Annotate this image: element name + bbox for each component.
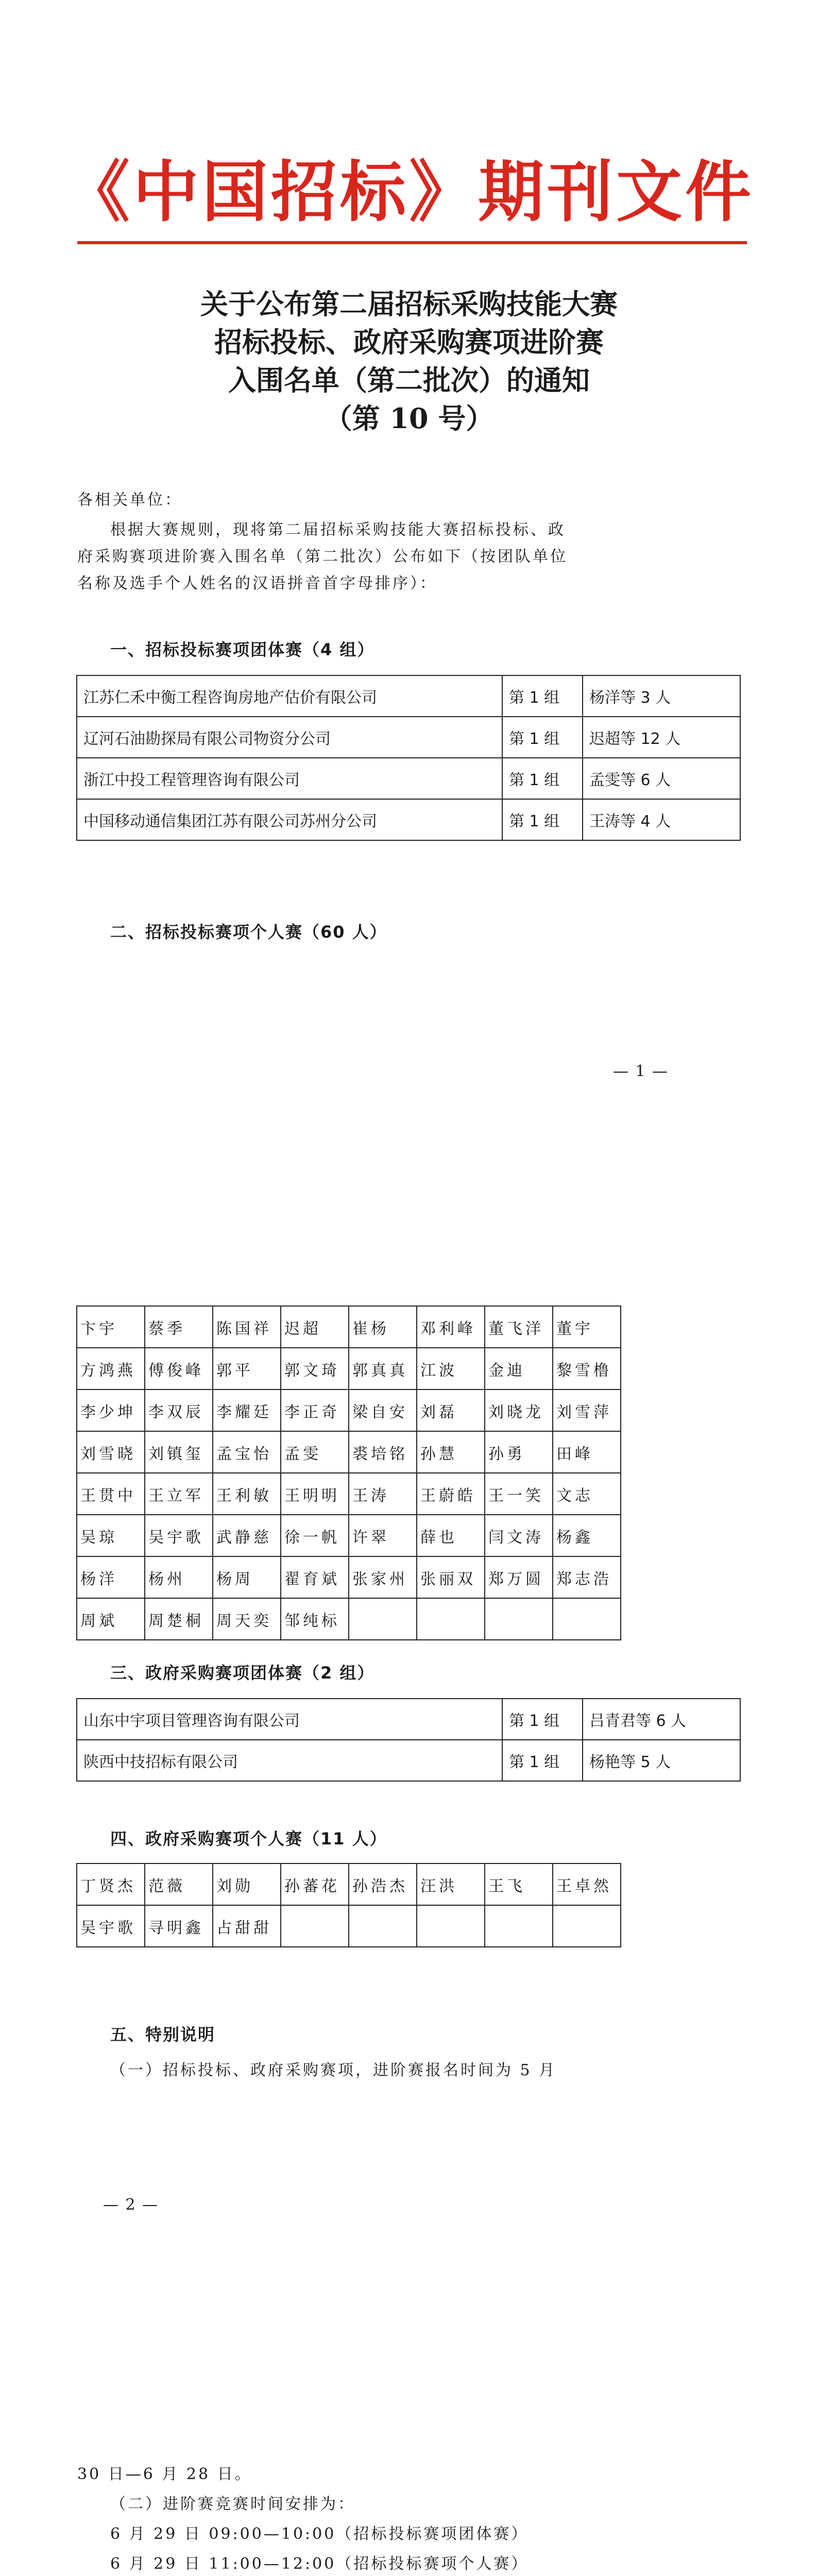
empty-cell <box>417 1598 485 1640</box>
participant-name: 张丽双 <box>417 1556 485 1598</box>
team-table-procurement <box>76 1698 741 1782</box>
participant-name: 吴宇歌 <box>77 1905 145 1947</box>
doc-title-line-2: 招标投标、政府采购赛项进阶赛 <box>214 326 604 359</box>
participant-name: 王明明 <box>281 1473 349 1515</box>
participant-name: 金迪 <box>485 1348 553 1389</box>
team-name: 浙江中投工程管理咨询有限公司 <box>77 758 502 799</box>
salutation: 各相关单位： <box>77 491 182 509</box>
table-row <box>77 717 740 758</box>
intro-line-1: 根据大赛规则，现将第二届招标采购技能大赛招标投标、政 <box>110 521 566 539</box>
participant-name: 吴琼 <box>77 1515 145 1556</box>
participant-name: 范薇 <box>145 1863 213 1905</box>
schedule-item: 6 月 29 日 11:00—12:00（招标投标赛项个人赛） <box>110 2555 529 2573</box>
participant-name: 文志 <box>553 1473 621 1515</box>
participant-name: 李正奇 <box>281 1389 349 1431</box>
team-name: 辽河石油勘探局有限公司物资分公司 <box>77 717 502 758</box>
empty-cell <box>349 1598 417 1640</box>
team-table-bidding <box>76 675 741 841</box>
empty-cell <box>417 1905 485 1947</box>
participant-name: 孟雯 <box>281 1431 349 1473</box>
participant-name: 武静慈 <box>213 1515 281 1556</box>
team-members: 孟雯等 6 人 <box>583 758 740 799</box>
participant-name: 卞宇 <box>77 1306 145 1348</box>
doc-title-line-3: 入围名单（第二批次）的通知 <box>228 364 590 397</box>
participant-name: 刘勋 <box>213 1863 281 1905</box>
participant-name: 周斌 <box>77 1598 145 1640</box>
team-members: 王涛等 4 人 <box>583 799 740 840</box>
team-name: 陕西中技招标有限公司 <box>77 1740 502 1781</box>
section-2-heading: 二、招标投标赛项个人赛（60 人） <box>110 922 387 942</box>
participant-name: 孙勇 <box>485 1431 553 1473</box>
participant-name: 傅俊峰 <box>145 1348 213 1389</box>
participant-name: 孙慧 <box>417 1431 485 1473</box>
participant-name: 郭真真 <box>349 1348 417 1389</box>
team-group: 第 1 组 <box>502 1740 583 1781</box>
masthead: 《中国招标》期刊文件 <box>63 154 754 231</box>
individual-table-bidding <box>76 1306 621 1640</box>
participant-name: 邹纯标 <box>281 1598 349 1640</box>
participant-name: 闫文涛 <box>485 1515 553 1556</box>
participant-name: 寻明鑫 <box>145 1905 213 1947</box>
participant-name: 郭平 <box>213 1348 281 1389</box>
individual-table-procurement <box>76 1863 621 1947</box>
participant-name: 王立军 <box>145 1473 213 1515</box>
participant-name: 郑万圆 <box>485 1556 553 1598</box>
page-number-2: — 2 — <box>103 2196 159 2214</box>
participant-name: 董飞洋 <box>485 1306 553 1348</box>
participant-name: 梁自安 <box>349 1389 417 1431</box>
page-number-1: — 1 — <box>613 1062 669 1080</box>
participant-name: 王一笑 <box>485 1473 553 1515</box>
participant-name: 孙蕃花 <box>281 1863 349 1905</box>
participant-name: 杨鑫 <box>553 1515 621 1556</box>
participant-name: 崔杨 <box>349 1306 417 1348</box>
participant-name: 郭文琦 <box>281 1348 349 1389</box>
participant-name: 蔡季 <box>145 1306 213 1348</box>
masthead-rule <box>77 241 747 244</box>
team-name: 江苏仁禾中衡工程咨询房地产估价有限公司 <box>77 675 502 717</box>
section-1-heading: 一、招标投标赛项团体赛（4 组） <box>110 640 375 659</box>
participant-name: 许翠 <box>349 1515 417 1556</box>
intro-line-2: 府采购赛项进阶赛入围名单（第二批次）公布如下（按团队单位 <box>77 548 568 566</box>
participant-name: 翟育斌 <box>281 1556 349 1598</box>
participant-name: 占甜甜 <box>213 1905 281 1947</box>
participant-name: 江波 <box>417 1348 485 1389</box>
participant-name: 迟超 <box>281 1306 349 1348</box>
table-row <box>77 1348 621 1389</box>
empty-cell <box>485 1598 553 1640</box>
participant-name: 王贯中 <box>77 1473 145 1515</box>
section-4-heading: 四、政府采购赛项个人赛（11 人） <box>110 1829 387 1849</box>
table-row <box>77 1905 621 1947</box>
doc-title-line-1: 关于公布第二届招标采购技能大赛 <box>200 287 618 320</box>
participant-name: 孟宝怡 <box>213 1431 281 1473</box>
table-row <box>77 1863 621 1905</box>
table-row <box>77 1515 621 1556</box>
participant-name: 薛也 <box>417 1515 485 1556</box>
participant-name: 刘雪晓 <box>77 1431 145 1473</box>
participant-name: 王涛 <box>349 1473 417 1515</box>
participant-name: 王飞 <box>485 1863 553 1905</box>
table-row <box>77 1473 621 1515</box>
team-members: 吕青君等 6 人 <box>583 1699 740 1740</box>
participant-name: 黎雪橹 <box>553 1348 621 1389</box>
team-members: 杨艳等 5 人 <box>583 1740 740 1781</box>
participant-name: 杨洋 <box>77 1556 145 1598</box>
participant-name: 刘晓龙 <box>485 1389 553 1431</box>
team-group: 第 1 组 <box>502 717 583 758</box>
table-row <box>77 1699 740 1740</box>
participant-name: 王利敏 <box>213 1473 281 1515</box>
participant-name: 王卓然 <box>553 1863 621 1905</box>
empty-cell <box>485 1905 553 1947</box>
note-1-line-2: 30 日—6 月 28 日。 <box>77 2465 252 2483</box>
participant-name: 孙浩杰 <box>349 1863 417 1905</box>
table-row <box>77 1598 621 1640</box>
participant-name: 刘磊 <box>417 1389 485 1431</box>
participant-name: 吴宇歌 <box>145 1515 213 1556</box>
participant-name: 陈国祥 <box>213 1306 281 1348</box>
participant-name: 王蔚皓 <box>417 1473 485 1515</box>
table-row <box>77 1389 621 1431</box>
participant-name: 刘镇玺 <box>145 1431 213 1473</box>
team-members: 迟超等 12 人 <box>583 717 740 758</box>
participant-name: 方鸿燕 <box>77 1348 145 1389</box>
table-row <box>77 1431 621 1473</box>
schedule-item: 6 月 29 日 09:00—10:00（招标投标赛项团体赛） <box>110 2525 529 2543</box>
empty-cell <box>349 1905 417 1947</box>
team-group: 第 1 组 <box>502 758 583 799</box>
team-members: 杨洋等 3 人 <box>583 675 740 717</box>
participant-name: 李双辰 <box>145 1389 213 1431</box>
table-row <box>77 758 740 799</box>
table-row <box>77 1740 740 1781</box>
empty-cell <box>281 1905 349 1947</box>
participant-name: 周楚桐 <box>145 1598 213 1640</box>
participant-name: 李耀廷 <box>213 1389 281 1431</box>
participant-name: 张家州 <box>349 1556 417 1598</box>
participant-name: 徐一帆 <box>281 1515 349 1556</box>
table-row <box>77 1306 621 1348</box>
participant-name: 周天奕 <box>213 1598 281 1640</box>
empty-cell <box>553 1598 621 1640</box>
intro-line-3: 名称及选手个人姓名的汉语拼音首字母排序）： <box>77 574 437 592</box>
table-row <box>77 1556 621 1598</box>
note-1-line-1: （一）招标投标、政府采购赛项，进阶赛报名时间为 5 月 <box>110 2061 557 2079</box>
team-group: 第 1 组 <box>502 1699 583 1740</box>
section-5-heading: 五、特别说明 <box>110 2025 216 2044</box>
participant-name: 刘雪萍 <box>553 1389 621 1431</box>
doc-title-line-4: （第 10 号） <box>324 402 494 435</box>
participant-name: 邓利峰 <box>417 1306 485 1348</box>
empty-cell <box>553 1905 621 1947</box>
section-3-heading: 三、政府采购赛项团体赛（2 组） <box>110 1663 375 1683</box>
team-name: 山东中宇项目管理咨询有限公司 <box>77 1699 502 1740</box>
participant-name: 丁贤杰 <box>77 1863 145 1905</box>
table-row <box>77 675 740 717</box>
participant-name: 郑志浩 <box>553 1556 621 1598</box>
team-group: 第 1 组 <box>502 799 583 840</box>
team-group: 第 1 组 <box>502 675 583 717</box>
participant-name: 李少坤 <box>77 1389 145 1431</box>
participant-name: 汪洪 <box>417 1863 485 1905</box>
participant-name: 董宇 <box>553 1306 621 1348</box>
note-2-heading: （二）进阶赛竞赛时间安排为： <box>110 2495 355 2513</box>
table-row <box>77 799 740 840</box>
participant-name: 田峰 <box>553 1431 621 1473</box>
participant-name: 杨周 <box>213 1556 281 1598</box>
participant-name: 杨州 <box>145 1556 213 1598</box>
team-name: 中国移动通信集团江苏有限公司苏州分公司 <box>77 799 502 840</box>
participant-name: 裘培铭 <box>349 1431 417 1473</box>
